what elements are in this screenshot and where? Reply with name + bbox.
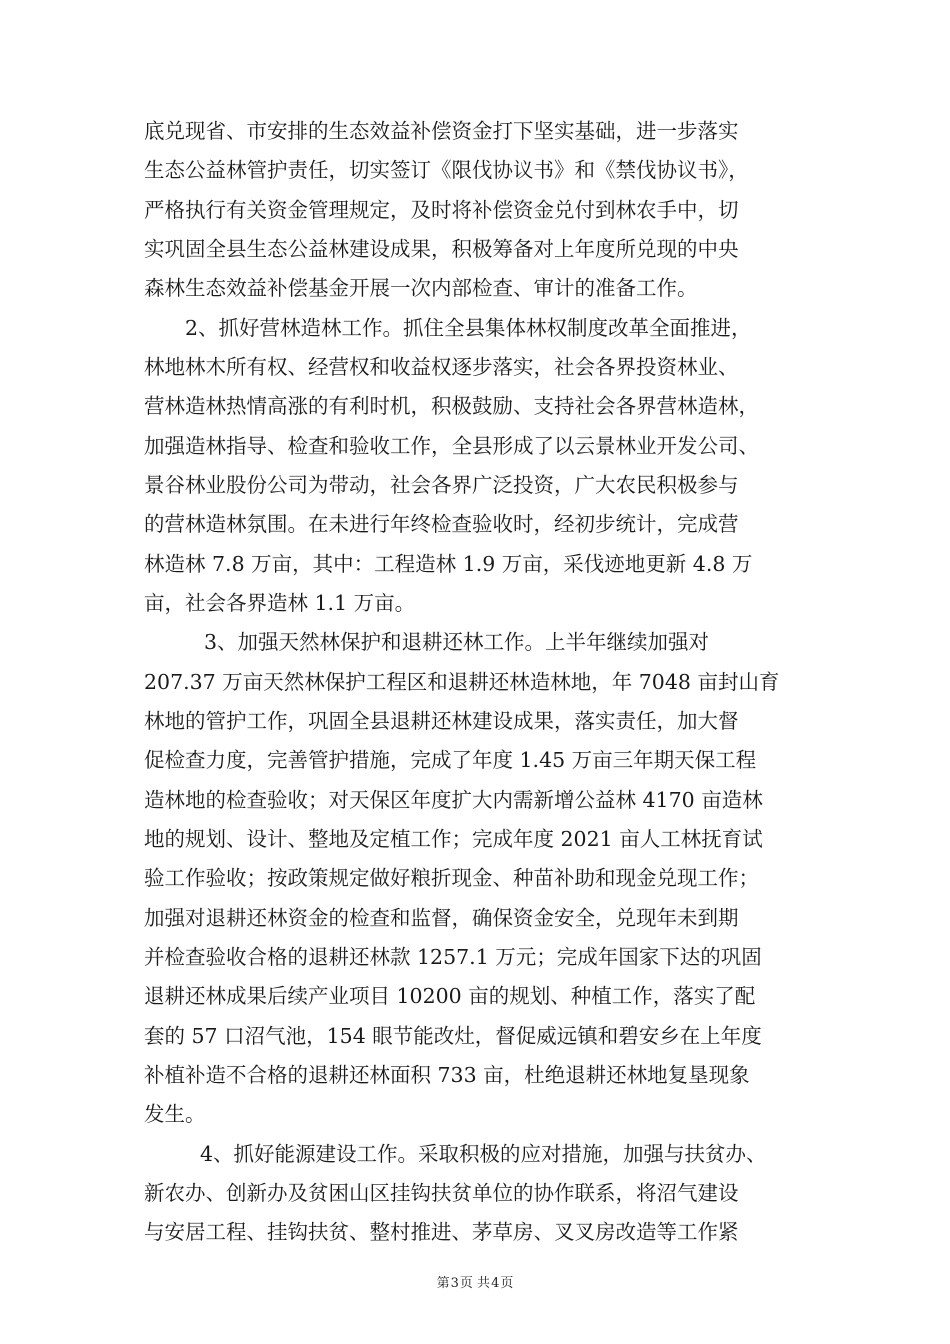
- text-line: 补植补造不合格的退耕还林面积 733 亩，杜绝退耕还林地复垦现象: [144, 1063, 750, 1087]
- text-line: 造林地的检查验收；对天保区年度扩大内需新增公益林 4170 亩造林: [144, 788, 763, 812]
- text-line: 207.37 万亩天然林保护工程区和退耕还林造林地，年 7048 亩封山育: [144, 670, 780, 694]
- text-line: 生态公益林管护责任，切实签订《限伐协议书》和《禁伐协议书》，: [144, 158, 749, 182]
- text-line: 新农办、创新办及贫困山区挂钩扶贫单位的协作联系，将沼气建设: [144, 1181, 739, 1205]
- footer-middle: 页 共: [459, 1276, 491, 1291]
- text-line: 景谷林业股份公司为带动，社会各界广泛投资，广大农民积极参与: [144, 473, 739, 497]
- text-line: 发生。: [144, 1102, 206, 1126]
- text-line: 林地的管护工作，巩固全县退耕还林建设成果，落实责任，加大督: [144, 709, 739, 733]
- text-line: 退耕还林成果后续产业项目 10200 亩的规划、种植工作，落实了配: [144, 984, 756, 1008]
- text-line: 的营林造林氛围。在未进行年终检查验收时，经初步统计，完成营: [144, 512, 739, 536]
- text-line: 地的规划、设计、整地及定植工作；完成年度 2021 亩人工林抚育试: [144, 827, 763, 851]
- text-line: 林造林 7.8 万亩，其中：工程造林 1.9 万亩，采伐迹地更新 4.8 万: [144, 552, 753, 576]
- paragraph-2-start: 2、抓好营林造林工作。抓住全县集体林权制度改革全面推进，: [185, 316, 752, 340]
- text-line: 加强造林指导、检查和验收工作，全县形成了以云景林业开发公司、: [144, 434, 759, 458]
- paragraph-3-start: 3、加强天然林保护和退耕还林工作。上半年继续加强对: [204, 630, 710, 654]
- current-page-number: 3: [450, 1276, 459, 1291]
- text-line: 严格执行有关资金管理规定，及时将补偿资金兑付到林农手中，切: [144, 198, 739, 222]
- text-line: 林地林木所有权、经营权和收益权逐步落实，社会各界投资林业、: [144, 355, 739, 379]
- text-line: 实巩固全县生态公益林建设成果，积极筹备对上年度所兑现的中央: [144, 237, 739, 261]
- page-footer: [0, 1275, 950, 1293]
- footer-prefix: 第: [436, 1276, 450, 1291]
- text-line: 并检查验收合格的退耕还林款 1257.1 万元；完成年国家下达的巩固: [144, 945, 762, 969]
- footer-suffix: 页: [500, 1276, 514, 1291]
- paragraph-4-start: 4、抓好能源建设工作。采取积极的应对措施，加强与扶贫办、: [200, 1142, 767, 1166]
- text-line: 验工作验收；按政策规定做好粮折现金、种苗补助和现金兑现工作；: [144, 866, 759, 890]
- text-line: 套的 57 口沼气池，154 眼节能改灶，督促威远镇和碧安乡在上年度: [144, 1024, 762, 1048]
- text-line: 营林造林热情高涨的有利时机，积极鼓励、支持社会各界营林造林，: [144, 394, 759, 418]
- total-pages-number: 4: [491, 1276, 500, 1291]
- text-line: 森林生态效益补偿基金开展一次内部检查、审计的准备工作。: [144, 276, 698, 300]
- text-line: 与安居工程、挂钩扶贫、整村推进、茅草房、叉叉房改造等工作紧: [144, 1220, 739, 1244]
- text-line: 促检查力度，完善管护措施，完成了年度 1.45 万亩三年期天保工程: [144, 748, 757, 772]
- text-line: 加强对退耕还林资金的检查和监督，确保资金安全，兑现年未到期: [144, 906, 739, 930]
- text-line: 亩，社会各界造林 1.1 万亩。: [144, 591, 416, 615]
- text-line: 底兑现省、市安排的生态效益补偿资金打下坚实基础，进一步落实: [144, 119, 739, 143]
